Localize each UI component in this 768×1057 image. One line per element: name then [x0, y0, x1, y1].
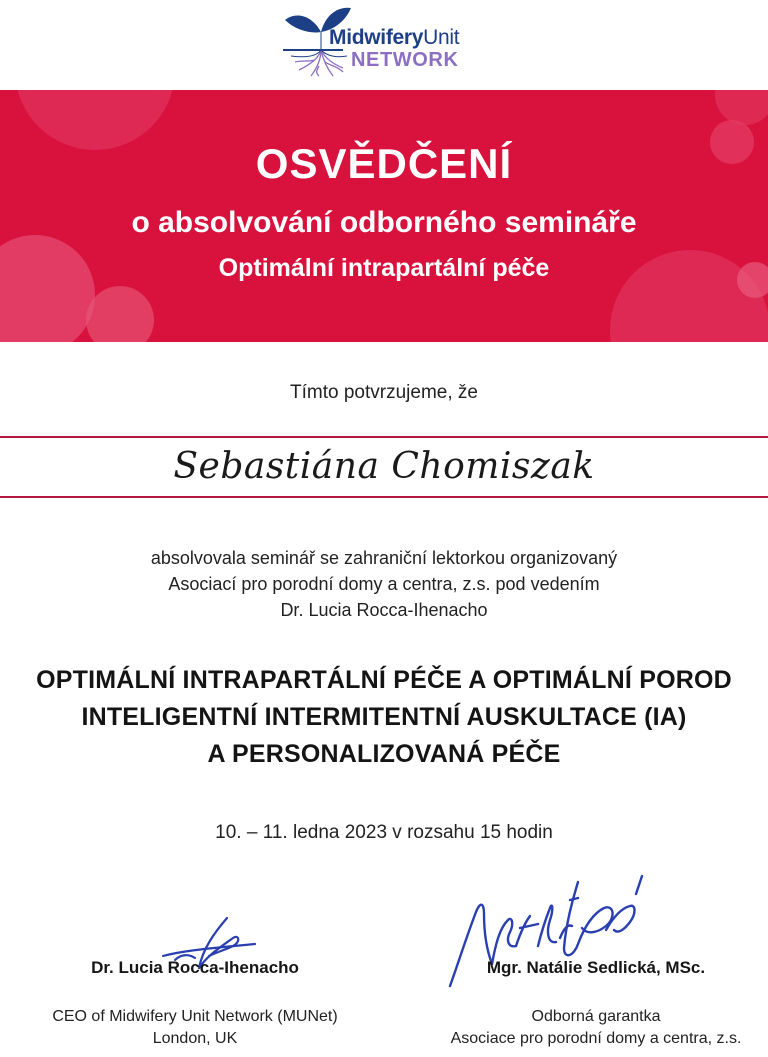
- seminar-dates: 10. – 11. ledna 2023 v rozsahu 15 hodin: [215, 822, 553, 843]
- logo-word-unit: Unit: [423, 26, 460, 49]
- description-line: Asociací pro porodní domy a centra, z.s. pod vedením: [168, 574, 600, 594]
- seminar-title-line: A PERSONALIZOVANÁ PÉČE: [207, 740, 561, 768]
- logo-word-midwifery: MidwiferyUnit: [329, 26, 460, 49]
- signatory-left-location: London, UK: [152, 1030, 238, 1047]
- confirmation-text: Tímto potvrzujeme, že: [290, 382, 478, 403]
- signatory-right-organization: Asociace pro porodní domy a centra, z.s.: [450, 1030, 742, 1047]
- signatory-left-role: CEO of Midwifery Unit Network (MUNet): [52, 1008, 338, 1025]
- certificate-title: OSVĚDČENÍ: [255, 140, 513, 187]
- divider-top: [0, 436, 768, 438]
- divider-bottom: [0, 496, 768, 498]
- signatory-left: [30, 958, 360, 1050]
- logo-word-network: NETWORK: [351, 49, 459, 71]
- certificate-subtitle: o absolvování odborného semináře: [131, 206, 637, 239]
- description-line: absolvovala seminář se zahraniční lektorkou organizovaný: [150, 548, 618, 568]
- seminar-title-line: OPTIMÁLNÍ INTRAPARTÁLNÍ PÉČE A OPTIMÁLNÍ POROD: [36, 666, 732, 694]
- signatory-right-name: Mgr. Natálie Sedlická, MSc.: [486, 958, 706, 977]
- signatory-left-name: Dr. Lucia Rocca-Ihenacho: [91, 958, 299, 977]
- seminar-title-line: INTELIGENTNÍ INTERMITENTNÍ AUSKULTACE (IA): [81, 703, 687, 731]
- description-line: Dr. Lucia Rocca-Ihenacho: [280, 600, 488, 620]
- title-banner: [0, 90, 768, 342]
- signatory-right-role: Odborná garantka: [531, 1008, 661, 1025]
- signatory-right: [426, 958, 766, 1050]
- recipient-name: Sebastiána Chomiszak: [173, 446, 595, 487]
- midwifery-unit-network-logo: [281, 4, 491, 78]
- seminar-name: Optimální intrapartální péče: [218, 254, 550, 282]
